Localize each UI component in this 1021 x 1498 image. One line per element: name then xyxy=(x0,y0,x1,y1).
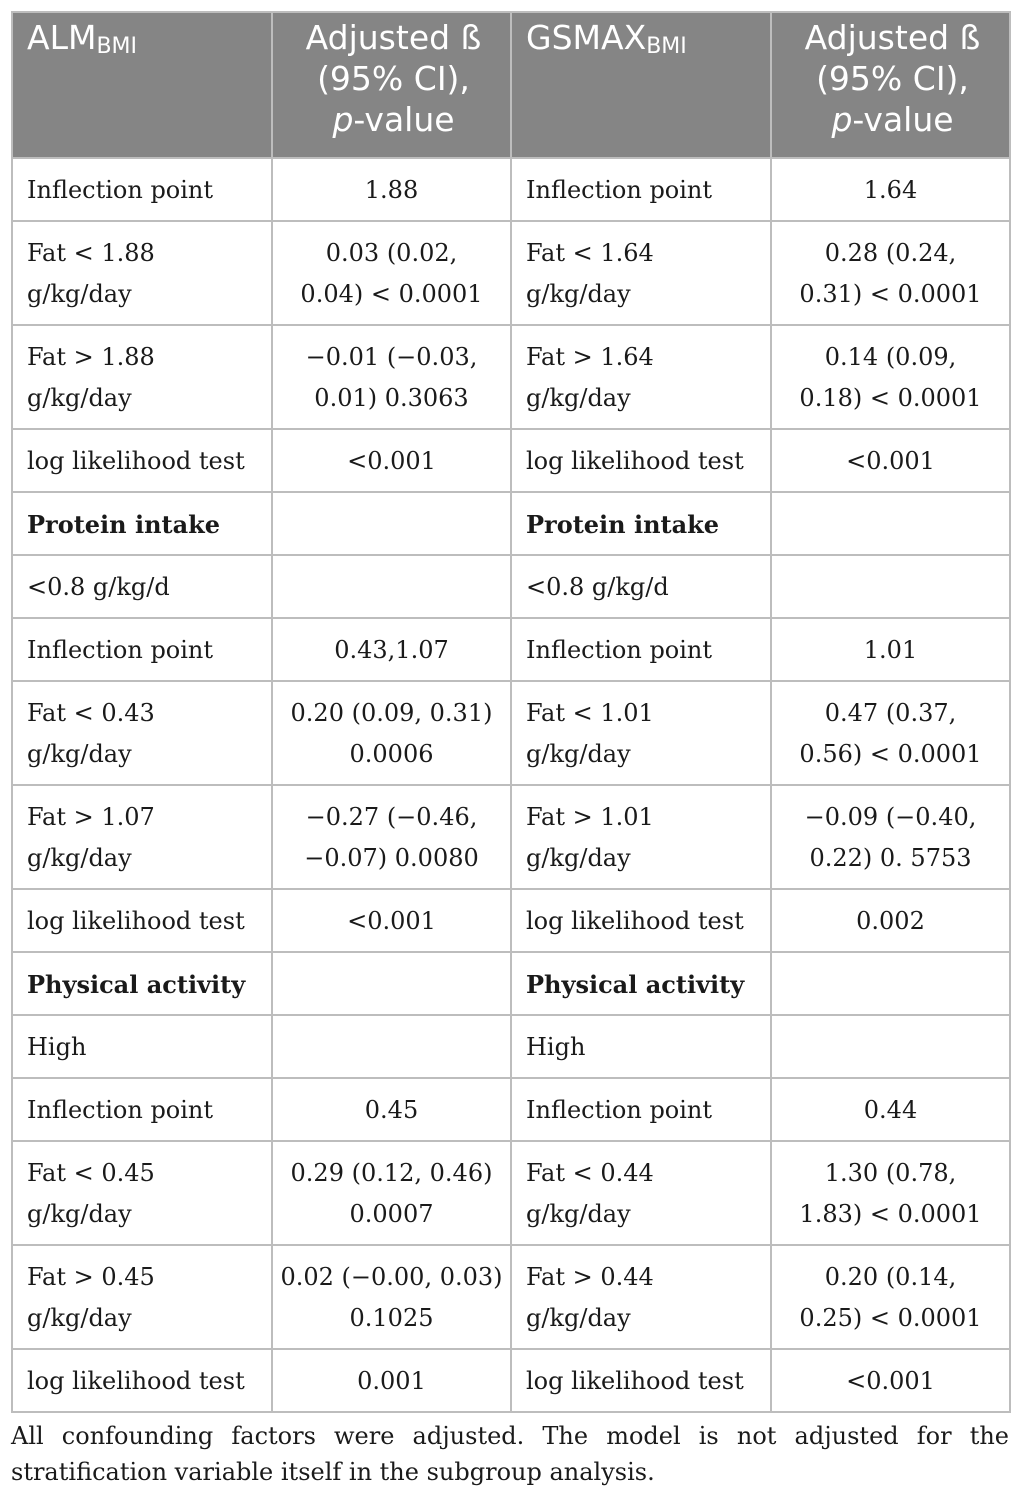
gsmax-value-cell xyxy=(771,492,1010,555)
alm-label-cell: Fat > 0.45 g/kg/day xyxy=(12,1245,272,1349)
gsmax-label-cell: Fat < 1.64 g/kg/day xyxy=(511,221,771,325)
cell-line: 0.001 xyxy=(357,1367,426,1395)
table-header-row xyxy=(12,12,1010,158)
table-row xyxy=(12,1078,1010,1141)
gsmax-label-cell: log likelihood test xyxy=(511,889,771,952)
table-row xyxy=(12,952,1010,1015)
gsmax-value-cell xyxy=(771,1141,1010,1245)
table-row xyxy=(12,618,1010,681)
alm-value-cell xyxy=(272,555,511,618)
cell-line: 0.45 xyxy=(364,1096,419,1124)
cell-line: −0.09 (−0.40, xyxy=(804,803,977,831)
cell-line: 0.002 xyxy=(856,907,925,935)
cell-line: 1.83) < 0.0001 xyxy=(799,1200,982,1228)
cell-line: 0.20 (0.14, xyxy=(824,1263,957,1291)
cell-line: 1.30 (0.78, xyxy=(824,1159,957,1187)
cell-line: 0.0007 xyxy=(349,1200,434,1228)
table-row xyxy=(12,158,1010,221)
alm-value-cell xyxy=(272,1141,511,1245)
table-row xyxy=(12,555,1010,618)
cell-line: 0.47 (0.37, xyxy=(824,699,957,727)
gsmax-label-cell: log likelihood test xyxy=(511,1349,771,1412)
alm-value-cell xyxy=(272,1245,511,1349)
cell-line: 0.03 (0.02, xyxy=(325,239,458,267)
cell-line: −0.07) 0.0080 xyxy=(304,844,479,872)
cell-line: 0.02 (−0.00, 0.03) xyxy=(280,1263,503,1291)
alm-label-cell: Protein intake xyxy=(12,492,272,555)
gsmax-value-cell xyxy=(771,785,1010,889)
gsmax-value-cell xyxy=(771,952,1010,1015)
gsmax-value-cell xyxy=(771,1015,1010,1078)
gsmax-label-cell: High xyxy=(511,1015,771,1078)
alm-value-cell xyxy=(272,158,511,221)
table-row xyxy=(12,681,1010,785)
table-row xyxy=(12,429,1010,492)
gsmax-label-cell: Inflection point xyxy=(511,158,771,221)
results-table xyxy=(11,11,1011,1413)
gsmax-value-cell xyxy=(771,325,1010,429)
alm-value-cell xyxy=(272,492,511,555)
table-row xyxy=(12,1015,1010,1078)
gsmax-value-cell xyxy=(771,1078,1010,1141)
alm-label-cell: log likelihood test xyxy=(12,429,272,492)
cell-line: 0.29 (0.12, 0.46) xyxy=(290,1159,493,1187)
alm-value-cell xyxy=(272,952,511,1015)
header-value-text: -value xyxy=(353,100,455,139)
gsmax-value-cell xyxy=(771,1245,1010,1349)
alm-label-cell: Fat < 1.88 g/kg/day xyxy=(12,221,272,325)
table-container xyxy=(11,11,1009,1413)
header-adjusted-beta-alm xyxy=(272,12,511,158)
header-alm-sub: BMI xyxy=(96,34,137,59)
alm-label-cell: <0.8 g/kg/d xyxy=(12,555,272,618)
alm-value-cell xyxy=(272,429,511,492)
table-row xyxy=(12,325,1010,429)
alm-label-cell: Physical activity xyxy=(12,952,272,1015)
alm-value-cell xyxy=(272,1078,511,1141)
cell-line: 0.56) < 0.0001 xyxy=(799,740,982,768)
cell-line: <0.001 xyxy=(846,1367,935,1395)
header-line: Adjusted ß xyxy=(804,18,981,57)
alm-value-cell xyxy=(272,221,511,325)
cell-line: 0.0006 xyxy=(349,740,434,768)
gsmax-value-cell xyxy=(771,555,1010,618)
table-row xyxy=(12,1141,1010,1245)
alm-label-cell: log likelihood test xyxy=(12,1349,272,1412)
gsmax-value-cell xyxy=(771,221,1010,325)
header-value-text: -value xyxy=(852,100,954,139)
gsmax-value-cell xyxy=(771,1349,1010,1412)
gsmax-value-cell xyxy=(771,889,1010,952)
cell-line: 1.64 xyxy=(863,176,918,204)
gsmax-value-cell xyxy=(771,158,1010,221)
cell-line: <0.001 xyxy=(846,447,935,475)
table-row xyxy=(12,221,1010,325)
header-alm-bmi xyxy=(12,12,272,158)
gsmax-label-cell: log likelihood test xyxy=(511,429,771,492)
gsmax-label-cell: Fat < 0.44 g/kg/day xyxy=(511,1141,771,1245)
header-line xyxy=(786,99,999,140)
table-row xyxy=(12,1349,1010,1412)
header-gsmax-sub: BMI xyxy=(646,34,687,59)
cell-line: −0.01 (−0.03, xyxy=(305,343,478,371)
cell-line: 0.1025 xyxy=(349,1304,434,1332)
cell-line: 0.25) < 0.0001 xyxy=(799,1304,982,1332)
cell-line: 1.01 xyxy=(863,636,918,664)
header-alm-main: ALM xyxy=(27,18,97,57)
alm-label-cell: Fat < 0.43 g/kg/day xyxy=(12,681,272,785)
cell-line: 0.04) < 0.0001 xyxy=(300,280,483,308)
alm-label-cell: Fat > 1.88 g/kg/day xyxy=(12,325,272,429)
gsmax-label-cell: Protein intake xyxy=(511,492,771,555)
table-row xyxy=(12,785,1010,889)
gsmax-value-cell xyxy=(771,618,1010,681)
gsmax-label-cell: Inflection point xyxy=(511,618,771,681)
header-gsmax-main: GSMAX xyxy=(526,18,647,57)
alm-value-cell xyxy=(272,1015,511,1078)
table-row xyxy=(12,1245,1010,1349)
alm-value-cell xyxy=(272,618,511,681)
cell-line: 1.88 xyxy=(364,176,419,204)
cell-line: <0.001 xyxy=(347,907,436,935)
gsmax-label-cell: Fat > 1.64 g/kg/day xyxy=(511,325,771,429)
header-line xyxy=(287,99,500,140)
header-p-italic: p xyxy=(831,100,853,139)
alm-label-cell: Fat > 1.07 g/kg/day xyxy=(12,785,272,889)
alm-label-cell: log likelihood test xyxy=(12,889,272,952)
alm-label-cell: Inflection point xyxy=(12,618,272,681)
cell-line: 0.22) 0. 5753 xyxy=(809,844,972,872)
alm-value-cell xyxy=(272,325,511,429)
header-line: Adjusted ß xyxy=(305,18,482,57)
cell-line: 0.20 (0.09, 0.31) xyxy=(290,699,493,727)
cell-line: 0.14 (0.09, xyxy=(824,343,957,371)
table-row xyxy=(12,492,1010,555)
header-gsmax-bmi xyxy=(511,12,771,158)
gsmax-label-cell: Inflection point xyxy=(511,1078,771,1141)
alm-value-cell xyxy=(272,889,511,952)
cell-line: 0.18) < 0.0001 xyxy=(799,384,982,412)
gsmax-label-cell: Physical activity xyxy=(511,952,771,1015)
cell-line: 0.01) 0.3063 xyxy=(314,384,469,412)
gsmax-label-cell: Fat < 1.01 g/kg/day xyxy=(511,681,771,785)
table-footnote: All confounding factors were adjusted. The model is not adjusted for the stratification variable itself in the subgroup analysis. xyxy=(11,1422,1009,1486)
header-line: (95% CI), xyxy=(317,59,470,98)
gsmax-label-cell: <0.8 g/kg/d xyxy=(511,555,771,618)
header-p-italic: p xyxy=(332,100,354,139)
alm-label-cell: Fat < 0.45 g/kg/day xyxy=(12,1141,272,1245)
cell-line: −0.27 (−0.46, xyxy=(305,803,478,831)
gsmax-label-cell: Fat > 1.01 g/kg/day xyxy=(511,785,771,889)
header-adjusted-beta-gsmax xyxy=(771,12,1010,158)
alm-label-cell: Inflection point xyxy=(12,158,272,221)
table-row xyxy=(12,889,1010,952)
alm-value-cell xyxy=(272,785,511,889)
cell-line: 0.44 xyxy=(863,1096,918,1124)
alm-label-cell: Inflection point xyxy=(12,1078,272,1141)
gsmax-label-cell: Fat > 0.44 g/kg/day xyxy=(511,1245,771,1349)
cell-line: <0.001 xyxy=(347,447,436,475)
gsmax-value-cell xyxy=(771,429,1010,492)
cell-line: 0.28 (0.24, xyxy=(824,239,957,267)
cell-line: 0.31) < 0.0001 xyxy=(799,280,982,308)
alm-value-cell xyxy=(272,1349,511,1412)
table-body xyxy=(12,158,1010,1412)
alm-label-cell: High xyxy=(12,1015,272,1078)
gsmax-value-cell xyxy=(771,681,1010,785)
header-line: (95% CI), xyxy=(816,59,969,98)
cell-line: 0.43,1.07 xyxy=(334,636,449,664)
alm-value-cell xyxy=(272,681,511,785)
